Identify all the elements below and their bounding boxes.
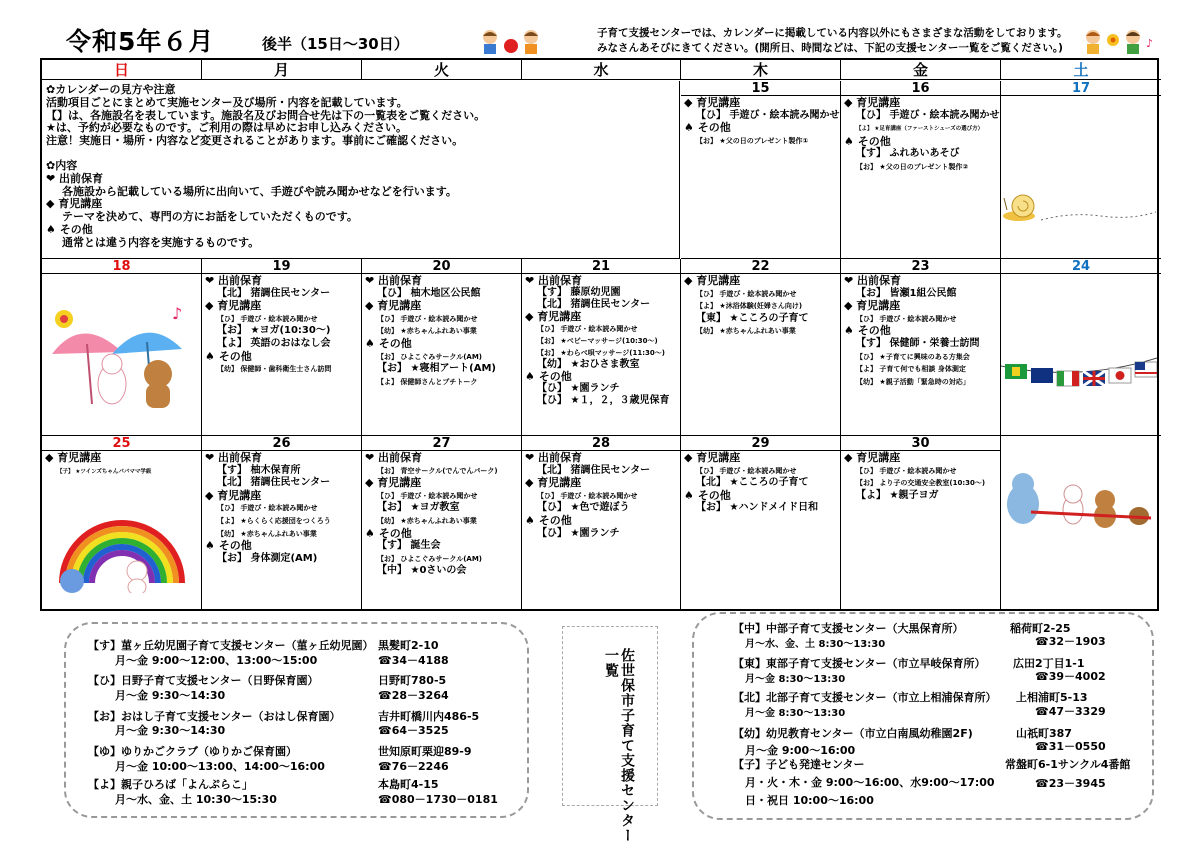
weekday-wed: 水 — [522, 60, 681, 80]
day-cell-21: 21 ❤ 出前保育 【す】 藤原幼児園 【北】 猪調住民センター ◆ 育児講座 【ひ】 手遊び・絵本読み聞かせ 【お】 ★ベビーマッサージ(10:30～) 【お】 ★わらべ唄マッサージ(11:30～) 【幼】 ★おひさま教室 ♠ その他 【ひ】 ★園ランチ 【ひ】 ★１，２，３歳児保育 — [522, 259, 681, 436]
day-cell-19: 19 ❤ 出前保育 【北】 猪調住民センター ◆ 育児講座 【ひ】 手遊び・絵本読み聞かせ 【お】 ★ヨガ(10:30～) 【よ】 英語のおはなし会 ♠ その他 【幼】 保健師・歯科衛生士さん訪問 — [202, 259, 362, 436]
center-su-hours: 月～金 9:00～12:00、13:00～15:00 — [115, 654, 318, 667]
header-notice: 子育て支援センターでは、カレンダーに掲載している内容以外にもさまざまな活動をしております。 みなさんあそびにきてください。(開所日、時間などは、下記の支援センター一覧をご覧ください。) — [597, 27, 1068, 54]
center-kt-phone: ☎47－3329 — [1035, 705, 1106, 718]
center-ch-hours: 月～水、金、土 8:30～13:30 — [745, 639, 886, 650]
center-list-title: 佐世保市子育て支援センター一覧 — [603, 648, 635, 843]
center-o-name: 【お】おはし子育て支援センター（おはし保育園） — [88, 710, 341, 723]
center-ch-address: 稲荷町2-25 — [1010, 622, 1071, 635]
snail-illustration — [1001, 176, 1157, 236]
weekday-sat: 土 — [1001, 60, 1161, 80]
center-kt-hours: 月～金 8:30～13:30 — [745, 708, 846, 719]
center-su-name: 【す】菫ヶ丘幼児園子育て支援センター（菫ヶ丘幼児園） — [88, 639, 374, 652]
weekday-thu: 木 — [681, 60, 841, 80]
svg-text:♪: ♪ — [172, 304, 183, 323]
center-hg-address: 広田2丁目1-1 — [1013, 657, 1085, 670]
center-yo-name: 【よ】親子ひろば「よんぷらこ」 — [88, 778, 253, 791]
center-hi-hours: 月～金 9:30～14:30 — [115, 689, 226, 702]
center-ch-name: 【中】中部子育て支援センター（大黒保育所） — [733, 622, 964, 635]
center-su-phone: ☎34－4188 — [378, 654, 449, 667]
weekday-fri: 金 — [841, 60, 1001, 80]
center-yo-address: 本島町4-15 — [378, 778, 439, 791]
center-o-hours: 月～金 9:30～14:30 — [115, 724, 226, 737]
day-cell-25: 25 ◆ 育児講座 【子】 ★ツインズちゃんパパママ学級 — [42, 436, 202, 611]
page-subtitle: 後半（15日～30日） — [262, 35, 409, 53]
calendar-legend: ✿カレンダーの見方や注意 活動項目ごとにまとめて実施センター及び場所・内容を記載しています。 【】は、各施設名を表しています。施設名及びお問合せ先は下の一覧表をご覧ください。 ★は、予約が必要なものです。ご利用の際は早めにお申し込みください。 注意！実施日・場所・内容など変更されることがあります。事前にご確認ください。 ✿内容 ❤ 出前保育 各施設から記載している場所に出向いて、手遊びや読み聞かせなどを行います。 ◆ 育児講座 テーマを決めて、専門の方にお話をしていただくものです。 ♠ その他 通常とは違う内容を実施するものです。 — [42, 81, 680, 259]
center-hi-phone: ☎28－3264 — [378, 689, 449, 702]
day-cell-15: 15 ◆ 育児講座 【ひ】 手遊び・絵本読み聞かせ ♠ その他 【お】 ★父の日のプレゼント製作① — [681, 81, 841, 259]
center-o-phone: ☎64－3525 — [378, 724, 449, 737]
weekday-mon: 月 — [202, 60, 362, 80]
rainbow-illustration — [42, 483, 198, 593]
calendar-grid — [40, 58, 1159, 611]
tug-of-war-illustration — [1001, 464, 1157, 544]
center-kt-name: 【北】北部子育て支援センター（市立上相浦保育所） — [733, 691, 997, 704]
center-ko-name: 【子】子ども発達センター — [733, 758, 865, 771]
umbrella-animals-illustration — [42, 274, 198, 424]
center-ch-phone: ☎32－1903 — [1035, 635, 1106, 648]
day-cell-blank — [1001, 436, 1161, 611]
day-cell-23: 23 ❤ 出前保育 【お】 皆瀬1組公民館 ◆ 育児講座 【ひ】 手遊び・絵本読み聞かせ ♠ その他 【す】 保健師・栄養士訪問 【ひ】 ★子育てに興味のある方集会 【よ】 子育て何でも相談 身体測定 【幼】 ★親子活動「緊急時の対応」 — [841, 259, 1001, 436]
center-kt-address: 上相浦町5-13 — [1016, 691, 1088, 704]
center-ko-phone: ☎23－3945 — [1035, 777, 1106, 790]
weekday-sun: 日 — [42, 60, 202, 80]
center-su-address: 黒髪町2-10 — [378, 639, 439, 652]
center-yu-hours: 月～金 10:00～13:00、14:00～16:00 — [115, 760, 325, 773]
center-ko-hours: 月・火・木・金 9:00～16:00、水9:00～17:00 — [745, 776, 995, 789]
center-ko-address: 常盤町6-1サンクル4番館 — [1005, 758, 1131, 771]
center-hg-name: 【東】東部子育て支援センター（市立早岐保育所） — [733, 657, 986, 670]
center-hg-phone: ☎39－4002 — [1035, 670, 1106, 683]
center-hi-address: 日野町780-5 — [378, 674, 447, 687]
day-cell-26: 26 ❤ 出前保育 【す】 柚木保育所 【北】 猪調住民センター ◆ 育児講座 【ひ】 手遊び・絵本読み聞かせ 【よ】 ★らくらく応援団をつくろう 【幼】 ★赤ちゃんふれあい事業 ♠ その他 【お】 身体測定(AM) — [202, 436, 362, 611]
kids-illustration — [478, 28, 544, 56]
center-yu-name: 【ゆ】ゆりかごクラブ（ゆりかご保育園） — [88, 745, 297, 758]
center-o-address: 吉井町橋川内486-5 — [378, 710, 480, 723]
day-cell-30: 30 ◆ 育児講座 【ひ】 手遊び・絵本読み聞かせ 【お】 より子の交通安全教室(10:30～) 【よ】 ★親子ヨガ — [841, 436, 1001, 611]
center-yo-phone: ☎080－1730－0181 — [378, 793, 498, 806]
day-cell-29: 29 ◆ 育児講座 【ひ】 手遊び・絵本読み聞かせ 【北】 ★こころの子育て ♠ その他 【お】 ★ハンドメイド日和 — [681, 436, 841, 611]
flags-illustration — [1001, 344, 1157, 404]
center-yu-address: 世知原町栗迎89-9 — [378, 745, 472, 758]
day-cell-28: 28 ❤ 出前保育 【北】 猪調住民センター ◆ 育児講座 【ひ】 手遊び・絵本読み聞かせ 【ひ】 ★色で遊ぼう ♠ その他 【ひ】 ★園ランチ — [522, 436, 681, 611]
weekday-tue: 火 — [362, 60, 522, 80]
day-cell-24: 24 — [1001, 259, 1161, 436]
center-yu-phone: ☎76－2246 — [378, 760, 449, 773]
kids-illustration-right — [1082, 27, 1156, 55]
center-yk-name: 【幼】幼児教育センター（市立白南風幼稚園2F) — [733, 727, 973, 740]
page-title: 令和5年６月 — [66, 27, 215, 56]
center-yk-hours: 月～金 9:00～16:00 — [745, 744, 856, 757]
center-hi-name: 【ひ】日野子育て支援センター（日野保育園） — [88, 674, 319, 687]
day-cell-27: 27 ❤ 出前保育 【お】 青空サークル(でんでんパーク) ◆ 育児講座 【ひ】 手遊び・絵本読み聞かせ 【お】 ★ヨガ教室 【幼】 ★赤ちゃんふれあい事業 ♠ その他 【す】 誕生会 【お】 ひよこぐみサークル(AM) 【中】 ★0さいの会 — [362, 436, 522, 611]
center-yk-phone: ☎31－0550 — [1035, 740, 1106, 753]
center-yk-address: 山祇町387 — [1016, 727, 1072, 740]
day-cell-16: 16 ◆ 育児講座 【ひ】 手遊び・絵本読み聞かせ 【よ】 ★足育講座（ファーストシューズの選び方） ♠ その他 【す】 ふれあいあそび 【お】 ★父の日のプレゼント製作② — [841, 81, 1001, 259]
day-cell-17: 17 — [1001, 81, 1161, 259]
center-yo-hours: 月～水、金、土 10:30～15:30 — [115, 793, 277, 806]
center-hg-hours: 月～金 8:30～13:30 — [745, 674, 846, 685]
day-cell-22: 22 ◆ 育児講座 【ひ】 手遊び・絵本読み聞かせ 【よ】 ★沐浴体験(妊婦さん向け) 【東】 ★こころの子育て 【幼】 ★赤ちゃんふれあい事業 — [681, 259, 841, 436]
day-cell-20: 20 ❤ 出前保育 【ひ】 柚木地区公民館 ◆ 育児講座 【ひ】 手遊び・絵本読み聞かせ 【幼】 ★赤ちゃんふれあい事業 ♠ その他 【お】 ひよこぐみサークル(AM) 【お】 ★寝相アート(AM) 【よ】 保健師さんとプチトーク — [362, 259, 522, 436]
svg-text:♪: ♪ — [1146, 37, 1154, 50]
center-ko-hours-holiday: 日・祝日 10:00～16:00 — [745, 794, 874, 807]
day-cell-18: 18 ♪ — [42, 259, 202, 436]
